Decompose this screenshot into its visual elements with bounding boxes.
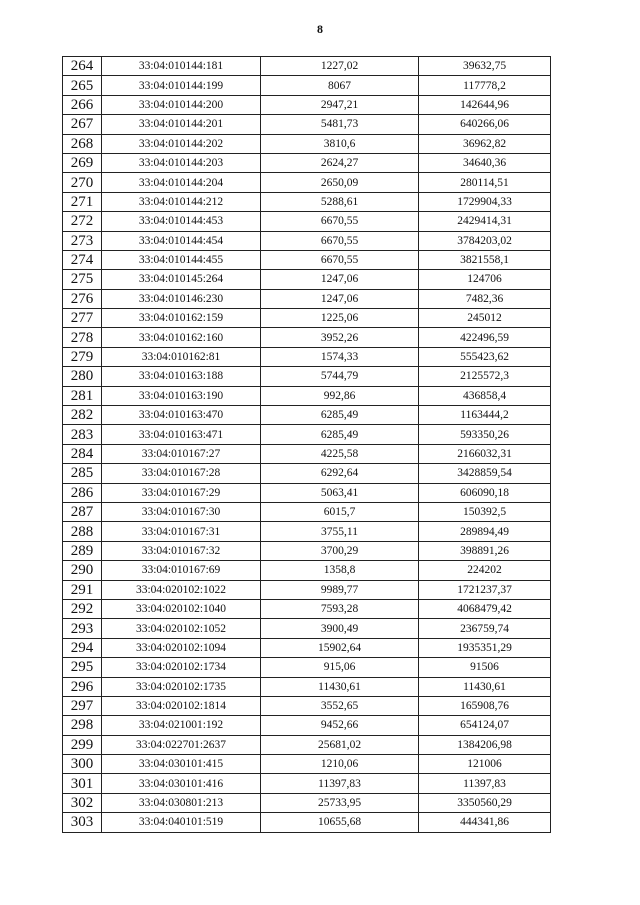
cadastral-number-cell: 33:04:040101:519 xyxy=(102,813,261,832)
area-cell: 6670,55 xyxy=(261,231,419,250)
row-number-cell: 278 xyxy=(63,328,102,347)
table-row xyxy=(63,696,551,715)
area-cell: 7593,28 xyxy=(261,599,419,618)
area-cell: 1574,33 xyxy=(261,347,419,366)
value-cell: 1729904,33 xyxy=(419,192,551,211)
row-number-cell: 289 xyxy=(63,541,102,560)
row-number-cell: 284 xyxy=(63,444,102,463)
area-cell: 992,86 xyxy=(261,386,419,405)
cadastral-number-cell: 33:04:020102:1094 xyxy=(102,638,261,657)
cadastral-number-cell: 33:04:010144:202 xyxy=(102,134,261,153)
cadastral-number-cell: 33:04:010167:29 xyxy=(102,483,261,502)
row-number-cell: 293 xyxy=(63,619,102,638)
cadastral-number-cell: 33:04:010167:28 xyxy=(102,464,261,483)
row-number-cell: 292 xyxy=(63,599,102,618)
table-row xyxy=(63,212,551,231)
cadastral-number-cell: 33:04:030801:213 xyxy=(102,793,261,812)
cadastral-number-cell: 33:04:010167:69 xyxy=(102,561,261,580)
table-row xyxy=(63,134,551,153)
table-row xyxy=(63,599,551,618)
area-cell: 1247,06 xyxy=(261,270,419,289)
area-cell: 1225,06 xyxy=(261,309,419,328)
row-number-cell: 270 xyxy=(63,173,102,192)
table-row xyxy=(63,522,551,541)
row-number-cell: 300 xyxy=(63,755,102,774)
area-cell: 6670,55 xyxy=(261,212,419,231)
table-row xyxy=(63,755,551,774)
table-row xyxy=(63,173,551,192)
row-number-cell: 303 xyxy=(63,813,102,832)
value-cell: 1721237,37 xyxy=(419,580,551,599)
value-cell: 654124,07 xyxy=(419,716,551,735)
value-cell: 1384206,98 xyxy=(419,735,551,754)
area-cell: 9452,66 xyxy=(261,716,419,735)
area-cell: 10655,68 xyxy=(261,813,419,832)
page-number: 8 xyxy=(317,22,323,36)
value-cell: 124706 xyxy=(419,270,551,289)
value-cell: 7482,36 xyxy=(419,289,551,308)
row-number-cell: 276 xyxy=(63,289,102,308)
table-row xyxy=(63,270,551,289)
land-plots-table xyxy=(62,56,551,833)
value-cell: 11397,83 xyxy=(419,774,551,793)
row-number-cell: 265 xyxy=(63,76,102,95)
value-cell: 34640,36 xyxy=(419,153,551,172)
value-cell: 444341,86 xyxy=(419,813,551,832)
area-cell: 11397,83 xyxy=(261,774,419,793)
table-row xyxy=(63,502,551,521)
value-cell: 1935351,29 xyxy=(419,638,551,657)
table-row xyxy=(63,231,551,250)
table-row xyxy=(63,541,551,560)
row-number-cell: 274 xyxy=(63,250,102,269)
table-row xyxy=(63,425,551,444)
area-cell: 1247,06 xyxy=(261,289,419,308)
row-number-cell: 281 xyxy=(63,386,102,405)
table-row xyxy=(63,347,551,366)
row-number-cell: 264 xyxy=(63,57,102,76)
row-number-cell: 271 xyxy=(63,192,102,211)
cadastral-number-cell: 33:04:021001:192 xyxy=(102,716,261,735)
table-row xyxy=(63,735,551,754)
cadastral-number-cell: 33:04:010144:453 xyxy=(102,212,261,231)
area-cell: 25733,95 xyxy=(261,793,419,812)
value-cell: 121006 xyxy=(419,755,551,774)
cadastral-number-cell: 33:04:030101:416 xyxy=(102,774,261,793)
row-number-cell: 268 xyxy=(63,134,102,153)
row-number-cell: 272 xyxy=(63,212,102,231)
row-number-cell: 285 xyxy=(63,464,102,483)
value-cell: 91506 xyxy=(419,658,551,677)
value-cell: 2166032,31 xyxy=(419,444,551,463)
cadastral-number-cell: 33:04:010163:471 xyxy=(102,425,261,444)
table-row xyxy=(63,580,551,599)
table-row xyxy=(63,658,551,677)
value-cell: 640266,06 xyxy=(419,115,551,134)
value-cell: 289894,49 xyxy=(419,522,551,541)
row-number-cell: 282 xyxy=(63,406,102,425)
area-cell: 3952,26 xyxy=(261,328,419,347)
cadastral-number-cell: 33:04:010144:212 xyxy=(102,192,261,211)
table-row xyxy=(63,367,551,386)
value-cell: 4068479,42 xyxy=(419,599,551,618)
row-number-cell: 299 xyxy=(63,735,102,754)
row-number-cell: 283 xyxy=(63,425,102,444)
area-cell: 6285,49 xyxy=(261,425,419,444)
cadastral-number-cell: 33:04:010163:190 xyxy=(102,386,261,405)
cadastral-number-cell: 33:04:010145:264 xyxy=(102,270,261,289)
value-cell: 555423,62 xyxy=(419,347,551,366)
area-cell: 2624,27 xyxy=(261,153,419,172)
cadastral-number-cell: 33:04:010146:230 xyxy=(102,289,261,308)
table-body xyxy=(63,57,551,833)
row-number-cell: 279 xyxy=(63,347,102,366)
area-cell: 6670,55 xyxy=(261,250,419,269)
cadastral-number-cell: 33:04:010144:455 xyxy=(102,250,261,269)
value-cell: 436858,4 xyxy=(419,386,551,405)
row-number-cell: 280 xyxy=(63,367,102,386)
table-row xyxy=(63,95,551,114)
value-cell: 117778,2 xyxy=(419,76,551,95)
cadastral-number-cell: 33:04:010144:454 xyxy=(102,231,261,250)
cadastral-number-cell: 33:04:020102:1040 xyxy=(102,599,261,618)
area-cell: 1358,8 xyxy=(261,561,419,580)
cadastral-number-cell: 33:04:022701:2637 xyxy=(102,735,261,754)
row-number-cell: 296 xyxy=(63,677,102,696)
area-cell: 15902,64 xyxy=(261,638,419,657)
cadastral-number-cell: 33:04:020102:1734 xyxy=(102,658,261,677)
table-row xyxy=(63,619,551,638)
cadastral-number-cell: 33:04:010167:31 xyxy=(102,522,261,541)
table-row xyxy=(63,638,551,657)
area-cell: 6285,49 xyxy=(261,406,419,425)
row-number-cell: 266 xyxy=(63,95,102,114)
cadastral-number-cell: 33:04:010167:30 xyxy=(102,502,261,521)
row-number-cell: 302 xyxy=(63,793,102,812)
table-row xyxy=(63,328,551,347)
table-row xyxy=(63,250,551,269)
cadastral-number-cell: 33:04:010163:470 xyxy=(102,406,261,425)
row-number-cell: 288 xyxy=(63,522,102,541)
row-number-cell: 286 xyxy=(63,483,102,502)
cadastral-number-cell: 33:04:020102:1735 xyxy=(102,677,261,696)
cadastral-number-cell: 33:04:030101:415 xyxy=(102,755,261,774)
row-number-cell: 295 xyxy=(63,658,102,677)
cadastral-number-cell: 33:04:010163:188 xyxy=(102,367,261,386)
value-cell: 224202 xyxy=(419,561,551,580)
row-number-cell: 301 xyxy=(63,774,102,793)
value-cell: 150392,5 xyxy=(419,502,551,521)
value-cell: 2429414,31 xyxy=(419,212,551,231)
table-row xyxy=(63,289,551,308)
value-cell: 39632,75 xyxy=(419,57,551,76)
area-cell: 9989,77 xyxy=(261,580,419,599)
table-row xyxy=(63,464,551,483)
row-number-cell: 287 xyxy=(63,502,102,521)
row-number-cell: 294 xyxy=(63,638,102,657)
area-cell: 2947,21 xyxy=(261,95,419,114)
table-row xyxy=(63,406,551,425)
table-row xyxy=(63,309,551,328)
table-row xyxy=(63,677,551,696)
row-number-cell: 273 xyxy=(63,231,102,250)
value-cell: 398891,26 xyxy=(419,541,551,560)
cadastral-number-cell: 33:04:020102:1052 xyxy=(102,619,261,638)
area-cell: 8067 xyxy=(261,76,419,95)
cadastral-number-cell: 33:04:010162:81 xyxy=(102,347,261,366)
value-cell: 236759,74 xyxy=(419,619,551,638)
value-cell: 11430,61 xyxy=(419,677,551,696)
table-row xyxy=(63,813,551,832)
value-cell: 165908,76 xyxy=(419,696,551,715)
cadastral-number-cell: 33:04:010144:181 xyxy=(102,57,261,76)
area-cell: 3810,6 xyxy=(261,134,419,153)
table-row xyxy=(63,444,551,463)
value-cell: 3350560,29 xyxy=(419,793,551,812)
value-cell: 422496,59 xyxy=(419,328,551,347)
area-cell: 1227,02 xyxy=(261,57,419,76)
cadastral-number-cell: 33:04:010144:200 xyxy=(102,95,261,114)
table-row xyxy=(63,774,551,793)
cadastral-number-cell: 33:04:010144:201 xyxy=(102,115,261,134)
value-cell: 280114,51 xyxy=(419,173,551,192)
area-cell: 6292,64 xyxy=(261,464,419,483)
area-cell: 5288,61 xyxy=(261,192,419,211)
value-cell: 593350,26 xyxy=(419,425,551,444)
value-cell: 1163444,2 xyxy=(419,406,551,425)
cadastral-number-cell: 33:04:010144:204 xyxy=(102,173,261,192)
table-row xyxy=(63,793,551,812)
row-number-cell: 267 xyxy=(63,115,102,134)
cadastral-number-cell: 33:04:010167:32 xyxy=(102,541,261,560)
area-cell: 3552,65 xyxy=(261,696,419,715)
table-row xyxy=(63,153,551,172)
cadastral-number-cell: 33:04:020102:1814 xyxy=(102,696,261,715)
table-row xyxy=(63,115,551,134)
row-number-cell: 277 xyxy=(63,309,102,328)
table-row xyxy=(63,192,551,211)
cadastral-number-cell: 33:04:010162:160 xyxy=(102,328,261,347)
table-row xyxy=(63,483,551,502)
table-row xyxy=(63,561,551,580)
value-cell: 245012 xyxy=(419,309,551,328)
value-cell: 142644,96 xyxy=(419,95,551,114)
area-cell: 3700,29 xyxy=(261,541,419,560)
row-number-cell: 298 xyxy=(63,716,102,735)
value-cell: 36962,82 xyxy=(419,134,551,153)
area-cell: 25681,02 xyxy=(261,735,419,754)
cadastral-number-cell: 33:04:010162:159 xyxy=(102,309,261,328)
cadastral-number-cell: 33:04:010144:199 xyxy=(102,76,261,95)
area-cell: 6015,7 xyxy=(261,502,419,521)
row-number-cell: 291 xyxy=(63,580,102,599)
area-cell: 2650,09 xyxy=(261,173,419,192)
area-cell: 5481,73 xyxy=(261,115,419,134)
row-number-cell: 297 xyxy=(63,696,102,715)
area-cell: 1210,06 xyxy=(261,755,419,774)
value-cell: 2125572,3 xyxy=(419,367,551,386)
area-cell: 3755,11 xyxy=(261,522,419,541)
area-cell: 5744,79 xyxy=(261,367,419,386)
area-cell: 11430,61 xyxy=(261,677,419,696)
value-cell: 3428859,54 xyxy=(419,464,551,483)
table-row xyxy=(63,716,551,735)
value-cell: 3784203,02 xyxy=(419,231,551,250)
row-number-cell: 275 xyxy=(63,270,102,289)
value-cell: 3821558,1 xyxy=(419,250,551,269)
area-cell: 3900,49 xyxy=(261,619,419,638)
row-number-cell: 290 xyxy=(63,561,102,580)
cadastral-number-cell: 33:04:010144:203 xyxy=(102,153,261,172)
table-row xyxy=(63,76,551,95)
table-row xyxy=(63,57,551,76)
table-row xyxy=(63,386,551,405)
cadastral-number-cell: 33:04:010167:27 xyxy=(102,444,261,463)
row-number-cell: 269 xyxy=(63,153,102,172)
cadastral-number-cell: 33:04:020102:1022 xyxy=(102,580,261,599)
area-cell: 915,06 xyxy=(261,658,419,677)
value-cell: 606090,18 xyxy=(419,483,551,502)
area-cell: 4225,58 xyxy=(261,444,419,463)
area-cell: 5063,41 xyxy=(261,483,419,502)
